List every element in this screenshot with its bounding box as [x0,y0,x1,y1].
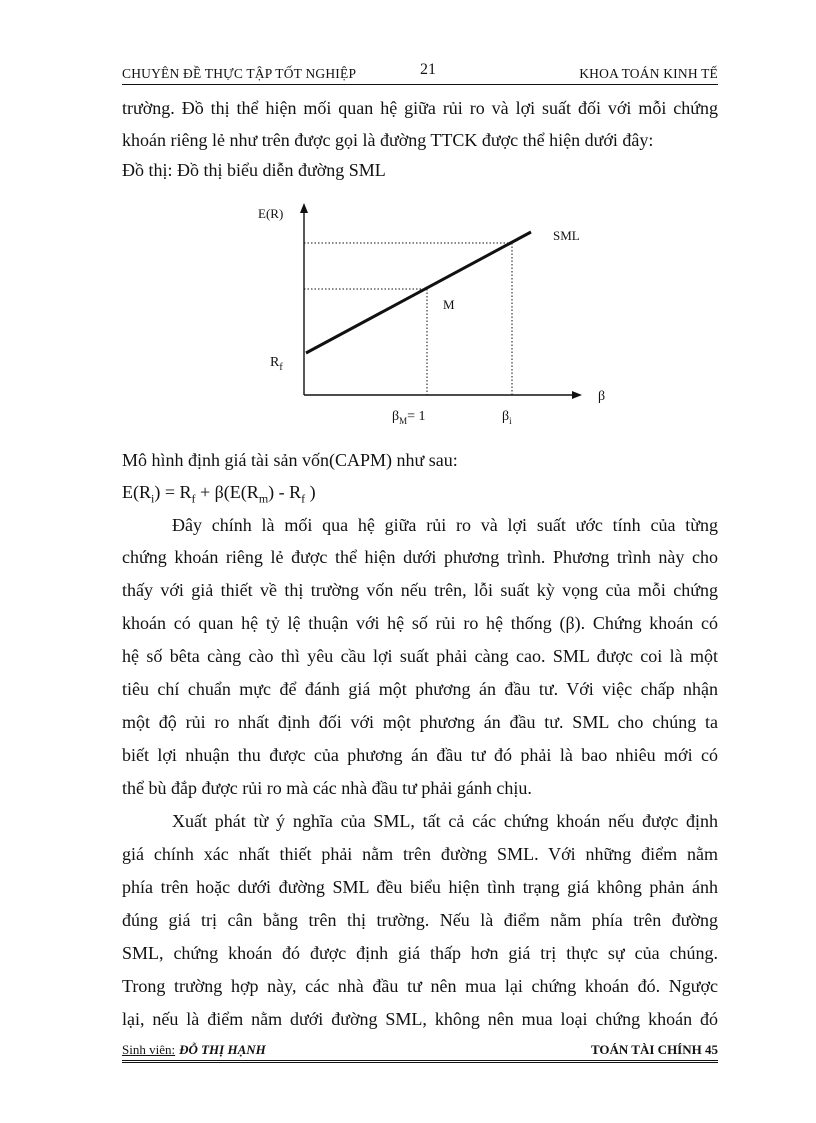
y-axis-label: E(R) [258,206,284,221]
intro-line: khoán riêng lẻ như trên được gọi là đường TTCK được thể hiện dưới đây: [122,130,654,150]
paragraph-line: đúng giá trị cân bằng trên thị trường. Nếu là điểm nằm phía trên đường [122,910,718,930]
rf-label: $R_f$ [270,355,283,373]
paragraph-line: SML, chứng khoán đó được định giá thấp hơn giá trị thực sự của chúng. [122,943,718,963]
paragraph-line: biết lợi nhuận thu được của phương án đầu tư đó phải là bao nhiêu mới có [122,745,718,765]
paragraph-line: một độ rủi ro nhất định đối với một phương án đầu tư. SML cho chúng ta [122,712,718,732]
paragraph-line: thể bù đắp được rủi ro mà các nhà đầu tư phải gánh chịu. [122,778,532,798]
capm-intro: Mô hình định giá tài sản vốn(CAPM) như sau: [122,450,458,470]
paragraph-line: giá chính xác nhất thiết phải nằm trên đường SML. Với những điểm nằm [122,844,718,864]
paragraph-line: thấy với giả thiết về thị trường vốn nếu trên, lỗi suất kỳ vọng của mỗi chứng [122,580,718,600]
footer-student: Sinh viên: ĐỖ THỊ HẠNH [122,1042,266,1057]
sml-figure [250,195,630,435]
header-right: KHOA TOÁN KINH TẾ [579,66,718,81]
beta-m-label: $\beta_M= 1$ [392,409,426,426]
footer-right: TOÁN TÀI CHÍNH 45 [590,1042,718,1057]
paragraph-line: khoán có quan hệ tỷ lệ thuận với hệ số rủi ro hệ thống (β). Chứng khoán có [122,613,718,633]
paragraph-line: Xuất phát từ ý nghĩa của SML, tất cả các chứng khoán nếu được định [172,811,718,831]
header-left: CHUYÊN ĐỀ THỰC TẬP TỐT NGHIỆP [122,66,357,81]
paragraph-line: Trong trường hợp này, các nhà đầu tư nên mua lại chứng khoán đó. Ngược [122,976,718,996]
page-header [122,61,718,85]
intro-line: trường. Đồ thị thể hiện mối quan hệ giữa rủi ro và lợi suất đối với mỗi chứng [122,98,718,118]
paragraph-line: chứng khoán riêng lẻ được thể hiện dưới phương trình. Phương trình này cho [122,547,718,567]
paragraph-line: tiêu chí chuẩn mực để đánh giá một phương án đầu tư. Với việc chấp nhận [122,679,718,699]
student-name: ĐỖ THỊ HẠNH [179,1042,266,1057]
paragraph-line: Đây chính là mối qua hệ giữa rủi ro và lợi suất ước tính của từng [172,515,718,535]
figure-caption: Đồ thị: Đồ thị biểu diễn đường SML [122,160,386,180]
sml-label: SML [553,228,580,243]
sml-line [306,232,531,353]
paragraph-line: lại, nếu là điểm nằm dưới đường SML, không nên mua loại chứng khoán đó [122,1009,718,1029]
paragraph-line: phía trên hoặc dưới đường SML đều biểu hiện tình trạng giá không phản ánh [122,877,718,897]
page-footer [122,1042,718,1063]
x-axis-arrow-icon [572,391,582,399]
capm-formula: $E(R_i) = R_f + \beta(E(R_m) - R_f$ ) [122,482,316,506]
y-axis-arrow-icon [300,203,308,213]
x-axis-label: β [598,389,606,404]
paragraph-line: hệ số bêta càng cào thì yêu cầu lợi suất phải càng cao. SML được coi là một [122,646,718,666]
beta-i-label: $\beta_i$ [502,409,512,426]
market-point-label: M [443,297,455,312]
page-number: 21 [420,61,436,78]
